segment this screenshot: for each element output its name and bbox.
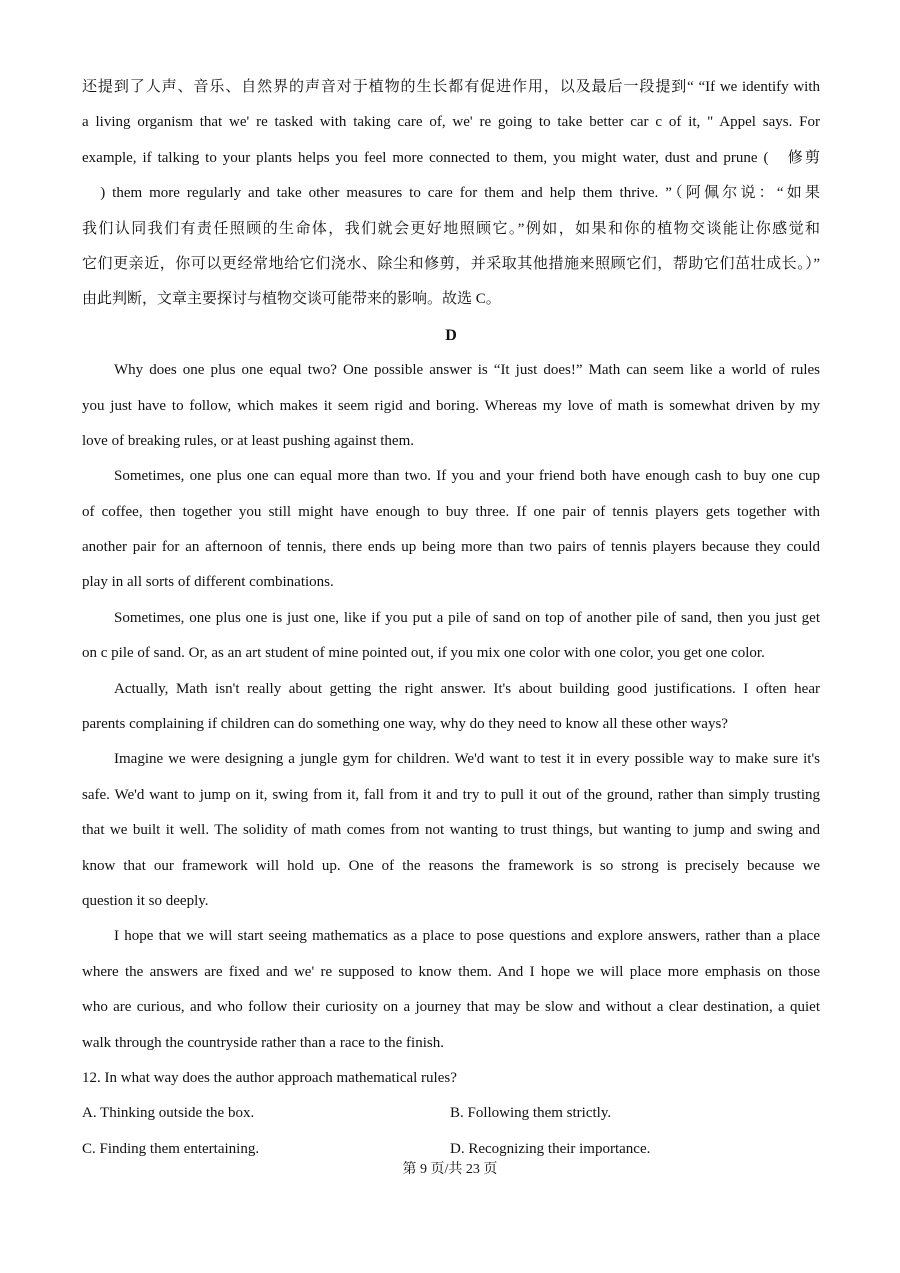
option-a: A. Thinking outside the box. <box>82 1105 255 1122</box>
question-stem: 12. In what way does the author approach mathematical rules? <box>82 1069 457 1086</box>
text-line: play in all sorts of different combinations. <box>82 574 334 591</box>
text-line: ) them more regularly and take other measures to care for them and help them thrive. ”（阿佩尔说：“如果 <box>82 185 820 202</box>
text-line: example, if talking to your plants helps you feel more connected to them, you might water, dust and prune ( 修剪 <box>82 149 820 166</box>
text-line: know that our framework will hold up. One of the reasons the framework is so strong is precisely because we <box>82 857 820 874</box>
text-line: Why does one plus one equal two? One possible answer is “It just does!” Math can seem like a world of rules <box>114 362 820 379</box>
paragraph <box>82 672 820 743</box>
option-b: B. Following them strictly. <box>450 1105 612 1122</box>
text-line: love of breaking rules, or at least pushing against them. <box>82 432 414 449</box>
text-line: Sometimes, one plus one is just one, like if you put a pile of sand on top of another pile of sand, then you just get <box>114 609 820 626</box>
text-line: 它们更亲近，你可以更经常地给它们浇水、除尘和修剪，并采取其他措施来照顾它们，帮助它们茁壮成长。）” <box>82 255 820 272</box>
text-line: that we built it well. The solidity of math comes from not wanting to trust things, but wanting to jump and swing and <box>82 822 820 839</box>
text-line: you just have to follow, which makes it seem rigid and boring. Whereas my love of math is somewhat driven by my <box>82 397 820 414</box>
page-number-footer: 第 9 页/共 23 页 <box>402 1162 498 1177</box>
text-line: 由此判断，文章主要探讨与植物交谈可能带来的影响。故选 C。 <box>82 291 501 308</box>
paragraph <box>82 919 820 1061</box>
page-content <box>82 70 820 1167</box>
text-line: another pair for an afternoon of tennis, there ends up being more than two pairs of tennis players because they could <box>82 539 820 556</box>
text-line: safe. We'd want to jump on it, swing from it, fall from it and try to pull it out of the ground, rather than simply trusting <box>82 786 820 803</box>
text-line: Sometimes, one plus one can equal more than two. If you and your friend both have enough cash to buy one cup <box>114 468 820 485</box>
text-line: Actually, Math isn't really about getting the right answer. It's about building good justifications. I often hear <box>114 680 820 697</box>
option-d: D. Recognizing their importance. <box>450 1140 651 1157</box>
paragraph <box>82 601 820 672</box>
text-line: 还提到了人声、音乐、自然界的声音对于植物的生长都有促进作用，以及最后一段提到“ “If we identify with <box>82 79 820 95</box>
options-row <box>82 1096 820 1131</box>
text-line: a living organism that we' re tasked with taking care of, we' re going to take better car c of it, " Appel says. For <box>82 114 820 131</box>
text-line: parents complaining if children can do something one way, why do they need to know all these other ways? <box>82 716 728 733</box>
text-line: question it so deeply. <box>82 892 209 909</box>
paragraph <box>82 742 820 919</box>
passage-c-explanation <box>82 70 820 318</box>
paragraph <box>82 353 820 459</box>
text-line: Imagine we were designing a jungle gym for children. We'd want to test it in every possible way to make sure it's <box>114 751 820 768</box>
text-line: I hope that we will start seeing mathematics as a place to pose questions and explore answers, rather than a place <box>114 928 820 945</box>
text-line: walk through the countryside rather than a race to the finish. <box>82 1034 444 1051</box>
text-line: of coffee, then together you still might have enough to buy three. If one pair of tennis players gets together with <box>82 503 820 520</box>
question-12 <box>82 1061 820 1167</box>
text-line: on c pile of sand. Or, as an art student of mine pointed out, if you mix one color with one color, you get one color. <box>82 645 765 662</box>
text-line: 我们认同我们有责任照顾的生命体，我们就会更好地照顾它。”例如，如果和你的植物交谈能让你感觉和 <box>82 220 820 237</box>
text-line: where the answers are fixed and we' re supposed to know them. And I hope we will place more emphasis on those <box>82 963 820 980</box>
passage-d <box>82 353 820 1061</box>
paragraph <box>82 459 820 601</box>
option-c: C. Finding them entertaining. <box>82 1140 260 1157</box>
text-line: who are curious, and who follow their curiosity on a journey that may be slow and without a clear destination, a quiet <box>82 999 820 1016</box>
section-title: D <box>445 326 457 344</box>
